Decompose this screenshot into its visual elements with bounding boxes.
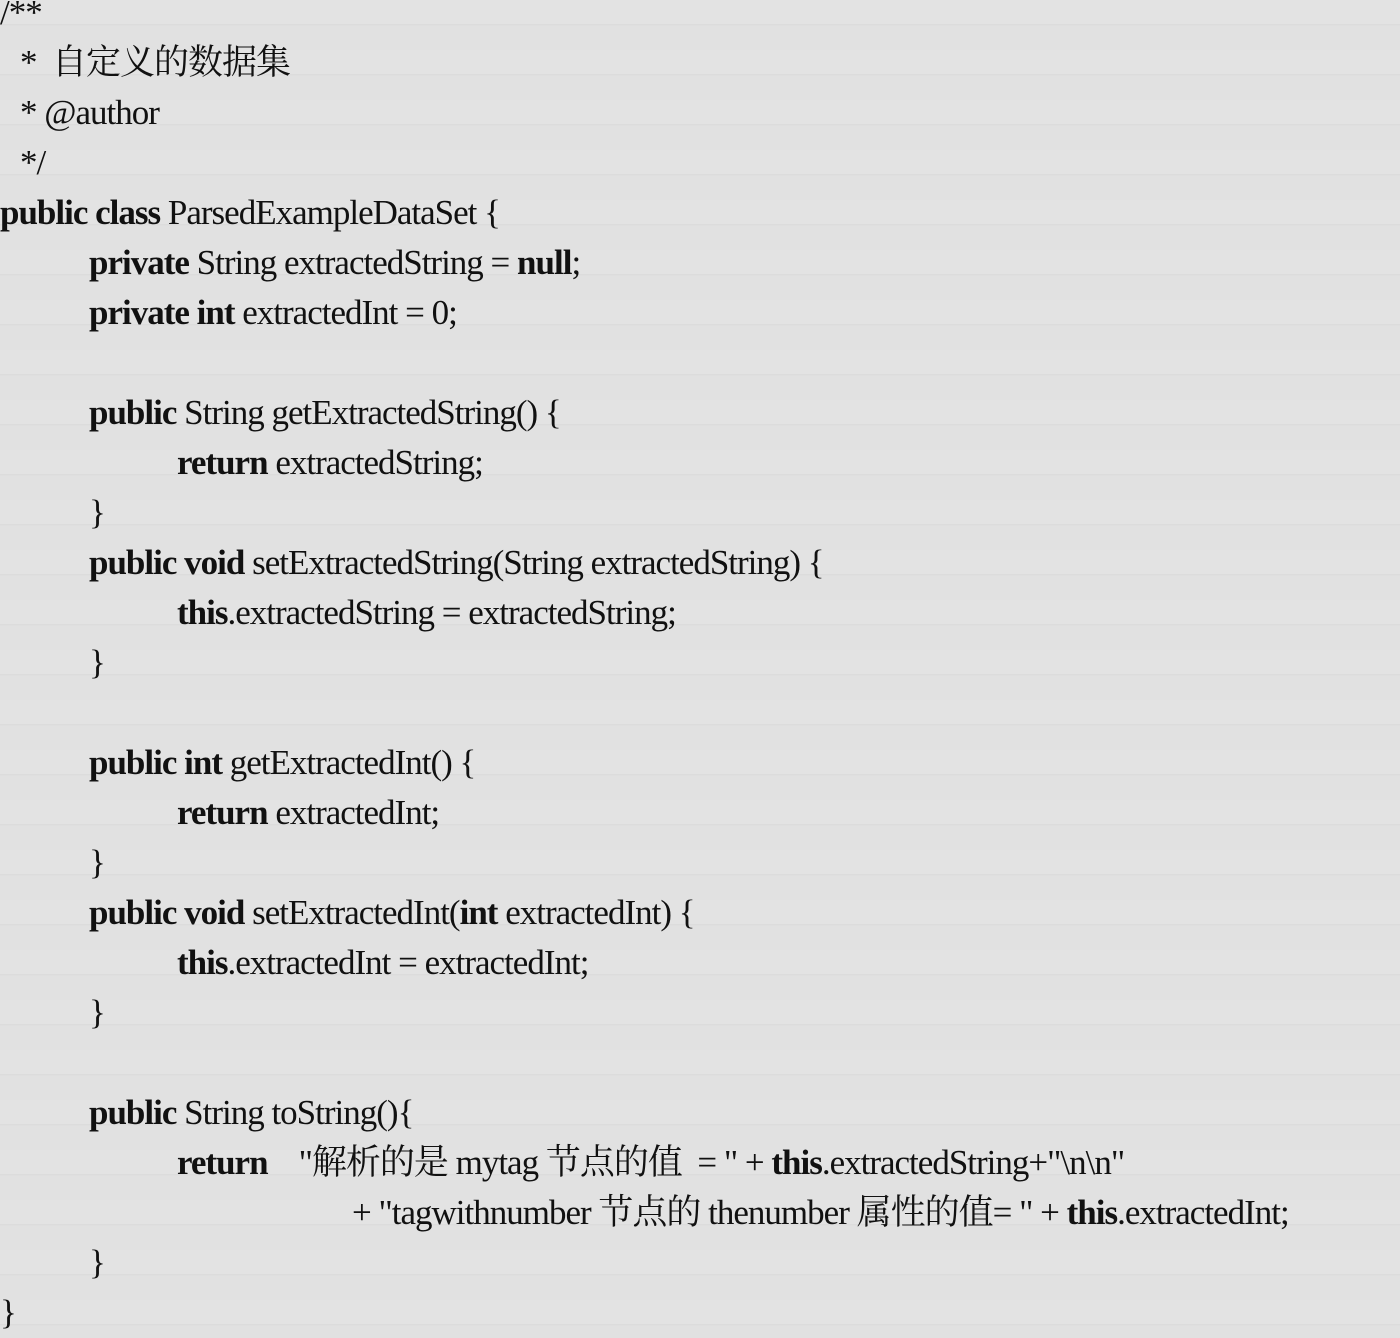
code-keyword: this xyxy=(177,593,228,632)
code-text: .extractedInt = extractedInt; xyxy=(227,943,589,982)
code-text: extractedInt = 0; xyxy=(234,293,457,332)
code-line xyxy=(0,288,1400,338)
code-line xyxy=(0,1288,1400,1338)
code-text: extractedInt) { xyxy=(497,893,695,932)
code-line xyxy=(0,638,1400,688)
code-line xyxy=(0,1088,1400,1138)
code-text: } xyxy=(0,1293,16,1332)
code-keyword: this xyxy=(177,943,228,982)
code-line xyxy=(0,938,1400,988)
code-text: getExtractedInt() { xyxy=(221,743,476,782)
code-text: String toString(){ xyxy=(176,1093,414,1132)
code-text: "解析的是 mytag 节点的值 = " + xyxy=(267,1143,772,1182)
code-text: setExtractedString(String extractedString) { xyxy=(244,543,824,582)
code-text: } xyxy=(89,993,105,1032)
code-line xyxy=(0,88,1400,138)
code-text: /** xyxy=(0,0,42,32)
code-text: .extractedInt; xyxy=(1117,1193,1289,1232)
code-text: } xyxy=(89,493,105,532)
code-text: String getExtractedString() { xyxy=(176,393,561,432)
code-text: * @author xyxy=(20,93,159,132)
code-line xyxy=(0,688,1400,738)
code-keyword: public class xyxy=(0,193,161,232)
code-line xyxy=(0,538,1400,588)
code-keyword: return xyxy=(177,793,268,832)
code-line xyxy=(0,838,1400,888)
code-text: } xyxy=(89,1243,105,1282)
code-keyword: this xyxy=(1066,1193,1118,1232)
code-keyword: return xyxy=(177,1143,268,1182)
code-text: String extractedString = xyxy=(188,243,518,282)
code-keyword: null xyxy=(517,243,572,282)
code-text: + "tagwithnumber 节点的 thenumber 属性的值= " + xyxy=(352,1193,1067,1232)
code-line xyxy=(0,738,1400,788)
code-line xyxy=(0,1138,1400,1188)
code-keyword: public void xyxy=(89,893,245,932)
code-text: ParsedExampleDataSet { xyxy=(160,193,500,232)
code-line xyxy=(0,888,1400,938)
code-line xyxy=(0,788,1400,838)
code-text: */ xyxy=(20,143,46,182)
code-keyword: this xyxy=(771,1143,822,1182)
code-text: extractedString; xyxy=(267,443,483,482)
code-line xyxy=(0,338,1400,388)
code-text: } xyxy=(89,643,105,682)
code-text: .extractedString = extractedString; xyxy=(227,593,676,632)
code-line xyxy=(0,0,1400,38)
code-keyword: private xyxy=(89,243,189,282)
code-keyword: return xyxy=(177,443,268,482)
code-keyword: public xyxy=(89,1093,177,1132)
code-line xyxy=(0,38,1400,88)
code-line xyxy=(0,238,1400,288)
code-line xyxy=(0,388,1400,438)
code-keyword: int xyxy=(459,893,498,932)
code-text: ; xyxy=(571,243,581,282)
code-keyword: public void xyxy=(89,543,245,582)
code-text: .extractedString+"\n\n" xyxy=(821,1143,1125,1182)
code-line xyxy=(0,1038,1400,1088)
code-text: extractedInt; xyxy=(267,793,440,832)
code-line xyxy=(0,488,1400,538)
code-line xyxy=(0,1188,1400,1238)
code-line xyxy=(0,1238,1400,1288)
code-line xyxy=(0,588,1400,638)
code-keyword: private int xyxy=(89,293,235,332)
code-line xyxy=(0,988,1400,1038)
code-line xyxy=(0,138,1400,188)
code-line xyxy=(0,438,1400,488)
code-text: * 自定义的数据集 xyxy=(20,43,291,82)
code-text: } xyxy=(89,843,105,882)
code-keyword: public xyxy=(89,393,177,432)
code-line xyxy=(0,188,1400,238)
code-text: setExtractedInt( xyxy=(244,893,460,932)
code-keyword: public int xyxy=(89,743,222,782)
